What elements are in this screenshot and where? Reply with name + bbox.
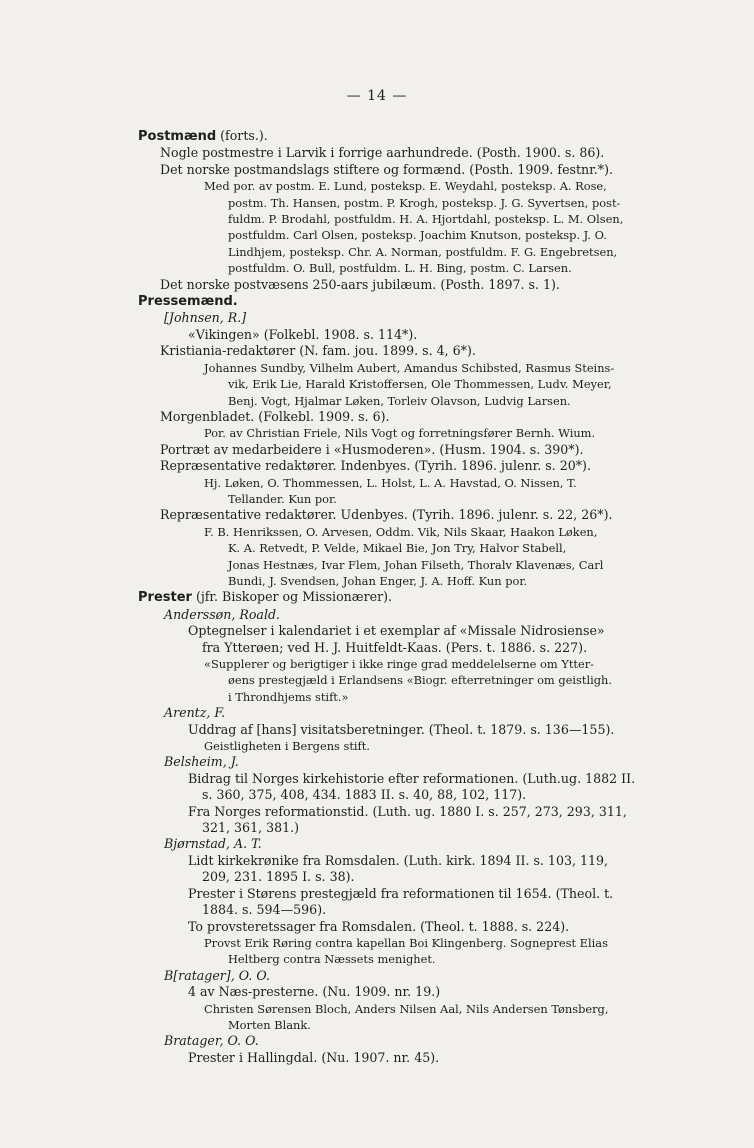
text-line (138, 277, 710, 293)
text-line (138, 656, 710, 672)
text-line (138, 705, 710, 721)
text-line (138, 393, 710, 409)
line-text: Bundi, J. Svendsen, Johan Enger, J. A. Hoff. Kun por. (228, 573, 528, 588)
text-line (138, 787, 710, 803)
page-number: — 14 — (346, 88, 408, 104)
line-text: Johannes Sundby, Vilhelm Aubert, Amandus Schibsted, Rasmus Steins- (204, 360, 615, 375)
text-line (138, 1001, 710, 1017)
text-line (138, 557, 710, 573)
line-text: 321, 361, 381.) (202, 820, 300, 836)
line-text: i Throndhjems stift.» (228, 689, 349, 704)
line-text: Jonas Hestnæs, Ivar Flem, Johan Filseth, Thoralv Klavenæs, Carl (228, 557, 604, 572)
text-line (138, 475, 710, 491)
text-line (138, 491, 710, 507)
line-text: postfuldm. O. Bull, postfuldm. L. H. Bing, postm. C. Larsen. (228, 261, 572, 276)
text-line (138, 409, 710, 425)
text-line (138, 984, 710, 1000)
line-text: B[ratager], O. O. (164, 967, 270, 983)
section-heading: Pressemænd. (138, 294, 238, 310)
line-text: K. A. Retvedt, P. Velde, Mikael Bie, Jon Try, Halvor Stabell, (228, 541, 567, 556)
line-text: 4 av Næs-presterne. (Nu. 1909. nr. 19.) (188, 984, 441, 1000)
line-text: Det norske postvæsens 250-aars jubilæum. (Posth. 1897. s. 1). (160, 276, 560, 292)
line-text: Det norske postmandslags stiftere og formænd. (Posth. 1909. festnr.*). (160, 161, 614, 177)
text-line (138, 244, 710, 260)
line-text: Por. av Christian Friele, Nils Vogt og forretningsfører Bernh. Wium. (204, 426, 596, 441)
line-text: øens prestegjæld i Erlandsens «Biogr. efterretninger om geistligh. (228, 673, 612, 688)
section-heading-line (138, 128, 710, 145)
text-line (138, 260, 710, 276)
line-text: postm. Th. Hansen, postm. P. Krogh, posteksp. J. G. Syvertsen, post- (228, 195, 621, 210)
text-line (138, 951, 710, 967)
line-text: Prester i Hallingdal. (Nu. 1907. nr. 45). (188, 1049, 440, 1065)
text-line (138, 145, 710, 161)
line-text: Anderssøn, Roald. (164, 606, 281, 622)
line-text: Bidrag til Norges kirkehistorie efter reformationen. (Luth.ug. 1882 II. (188, 770, 636, 786)
text-line (138, 754, 710, 770)
line-text: Christen Sørensen Bloch, Anders Nilsen Aal, Nils Andersen Tønsberg, (204, 1001, 609, 1016)
text-line (138, 886, 710, 902)
text-line (138, 607, 710, 623)
line-text: Arentz, F. (164, 705, 226, 721)
line-text: Bjørnstad, A. T. (164, 836, 262, 852)
text-line (138, 343, 710, 359)
text-line (138, 310, 710, 326)
text-line (138, 853, 710, 869)
text-line (138, 162, 710, 178)
text-line (138, 1033, 710, 1049)
text-line (138, 919, 710, 935)
line-text: (jfr. Biskoper og Missionærer). (191, 589, 393, 605)
text-line (138, 623, 710, 639)
line-text: Morten Blank. (228, 1017, 311, 1032)
text-line (138, 573, 710, 589)
text-line (138, 195, 710, 211)
line-text: 1884. s. 594—596). (202, 902, 327, 918)
text-line (138, 771, 710, 787)
line-text: «Vikingen» (Folkebl. 1908. s. 114*). (188, 326, 418, 342)
text-line (138, 211, 710, 227)
text-line (138, 360, 710, 376)
line-text: Portræt av medarbeidere i «Husmoderen». (Husm. 1904. s. 390*). (160, 441, 584, 457)
text-line (138, 836, 710, 852)
line-text: Hj. Løken, O. Thommessen, L. Holst, L. A. Havstad, O. Nissen, T. (204, 475, 577, 490)
text-line (138, 458, 710, 474)
text-line (138, 968, 710, 984)
section-heading: Postmænd (138, 129, 217, 144)
line-text: fra Ytterøen; ved H. J. Huitfeldt-Kaas. (Pers. t. 1886. s. 227). (202, 639, 588, 655)
line-text: vik, Erik Lie, Harald Kristoffersen, Ole Thommessen, Ludv. Meyer, (228, 377, 612, 392)
line-text: Lindhjem, posteksp. Chr. A. Norman, postfuldm. F. G. Engebretsen, (228, 244, 618, 259)
line-text: Benj. Vogt, Hjalmar Løken, Torleiv Olavson, Ludvig Larsen. (228, 393, 571, 408)
line-text: Morgenbladet. (Folkebl. 1909. s. 6). (160, 408, 390, 424)
text-line (138, 820, 710, 836)
text-line (138, 178, 710, 194)
line-text: Belsheim, J. (164, 754, 239, 770)
text-line (138, 738, 710, 754)
text-line (138, 902, 710, 918)
section-heading-line (138, 589, 710, 606)
line-text: Optegnelser i kalendariet i et exemplar af «Missale Nidrosiense» (188, 623, 605, 639)
line-text: Tellander. Kun por. (228, 491, 337, 506)
line-text: To provsteretssager fra Romsdalen. (Theol. t. 1888. s. 224). (188, 918, 570, 934)
line-text: «Supplerer og berigtiger i ikke ringe grad meddelelserne om Ytter- (204, 657, 595, 671)
line-text: fuldm. P. Brodahl, postfuldm. H. A. Hjortdahl, posteksp. L. M. Olsen, (228, 212, 624, 227)
line-text: Nogle postmestre i Larvik i forrige aarhundrede. (Posth. 1900. s. 86). (160, 145, 605, 161)
text-line (138, 935, 710, 951)
line-text: [Johnsen, R.] (164, 310, 247, 326)
text-line (138, 1017, 710, 1033)
text-line (138, 540, 710, 556)
section-heading: Prester (138, 590, 192, 606)
section-heading-line (138, 293, 710, 310)
line-text: 209, 231. 1895 I. s. 38). (202, 869, 355, 885)
text-line (138, 442, 710, 458)
line-text: Med por. av postm. E. Lund, posteksp. E. Weydahl, posteksp. A. Rose, (204, 179, 607, 194)
text-line (138, 425, 710, 441)
text-line (138, 804, 710, 820)
line-text: Bratager, O. O. (164, 1033, 259, 1049)
text-line (138, 327, 710, 343)
text-line (138, 869, 710, 885)
line-text: Fra Norges reformationstid. (Luth. ug. 1880 I. s. 257, 273, 293, 311, (188, 803, 627, 819)
line-text: s. 360, 375, 408, 434. 1883 II. s. 40, 88, 102, 117). (202, 787, 527, 803)
text-line (138, 507, 710, 523)
line-text: F. B. Henrikssen, O. Arvesen, Oddm. Vik, Nils Skaar, Haakon Løken, (204, 524, 598, 539)
text-line (138, 640, 710, 656)
text-line (138, 376, 710, 392)
line-text: (forts.). (216, 128, 268, 143)
line-text: Provst Erik Røring contra kapellan Boi Klingenberg. Sogneprest Elias (204, 935, 608, 950)
line-text: postfuldm. Carl Olsen, posteksp. Joachim Knutson, posteksp. J. O. (228, 228, 607, 243)
line-text: Geistligheten i Bergens stift. (204, 739, 370, 754)
line-text: Kristiania-redaktører (N. fam. jou. 1899. s. 4, 6*). (160, 343, 476, 359)
text-body (138, 128, 710, 1066)
text-line (138, 227, 710, 243)
line-text: Lidt kirkekrønike fra Romsdalen. (Luth. kirk. 1894 II. s. 103, 119, (188, 852, 609, 868)
line-text: Prester i Størens prestegjæld fra reformationen til 1654. (Theol. t. (188, 885, 614, 901)
text-line (138, 1050, 710, 1066)
line-text: Repræsentative redaktører. Udenbyes. (Tyrih. 1896. julenr. s. 22, 26*). (160, 507, 613, 523)
text-line (138, 524, 710, 540)
line-text: Heltberg contra Næssets menighet. (228, 952, 436, 967)
text-line (138, 689, 710, 705)
line-text: Repræsentative redaktører. Indenbyes. (Tyrih. 1896. julenr. s. 20*). (160, 458, 591, 474)
line-text: Uddrag af [hans] visitatsberetninger. (Theol. t. 1879. s. 136—155). (188, 721, 615, 737)
text-line (138, 672, 710, 688)
text-line (138, 722, 710, 738)
